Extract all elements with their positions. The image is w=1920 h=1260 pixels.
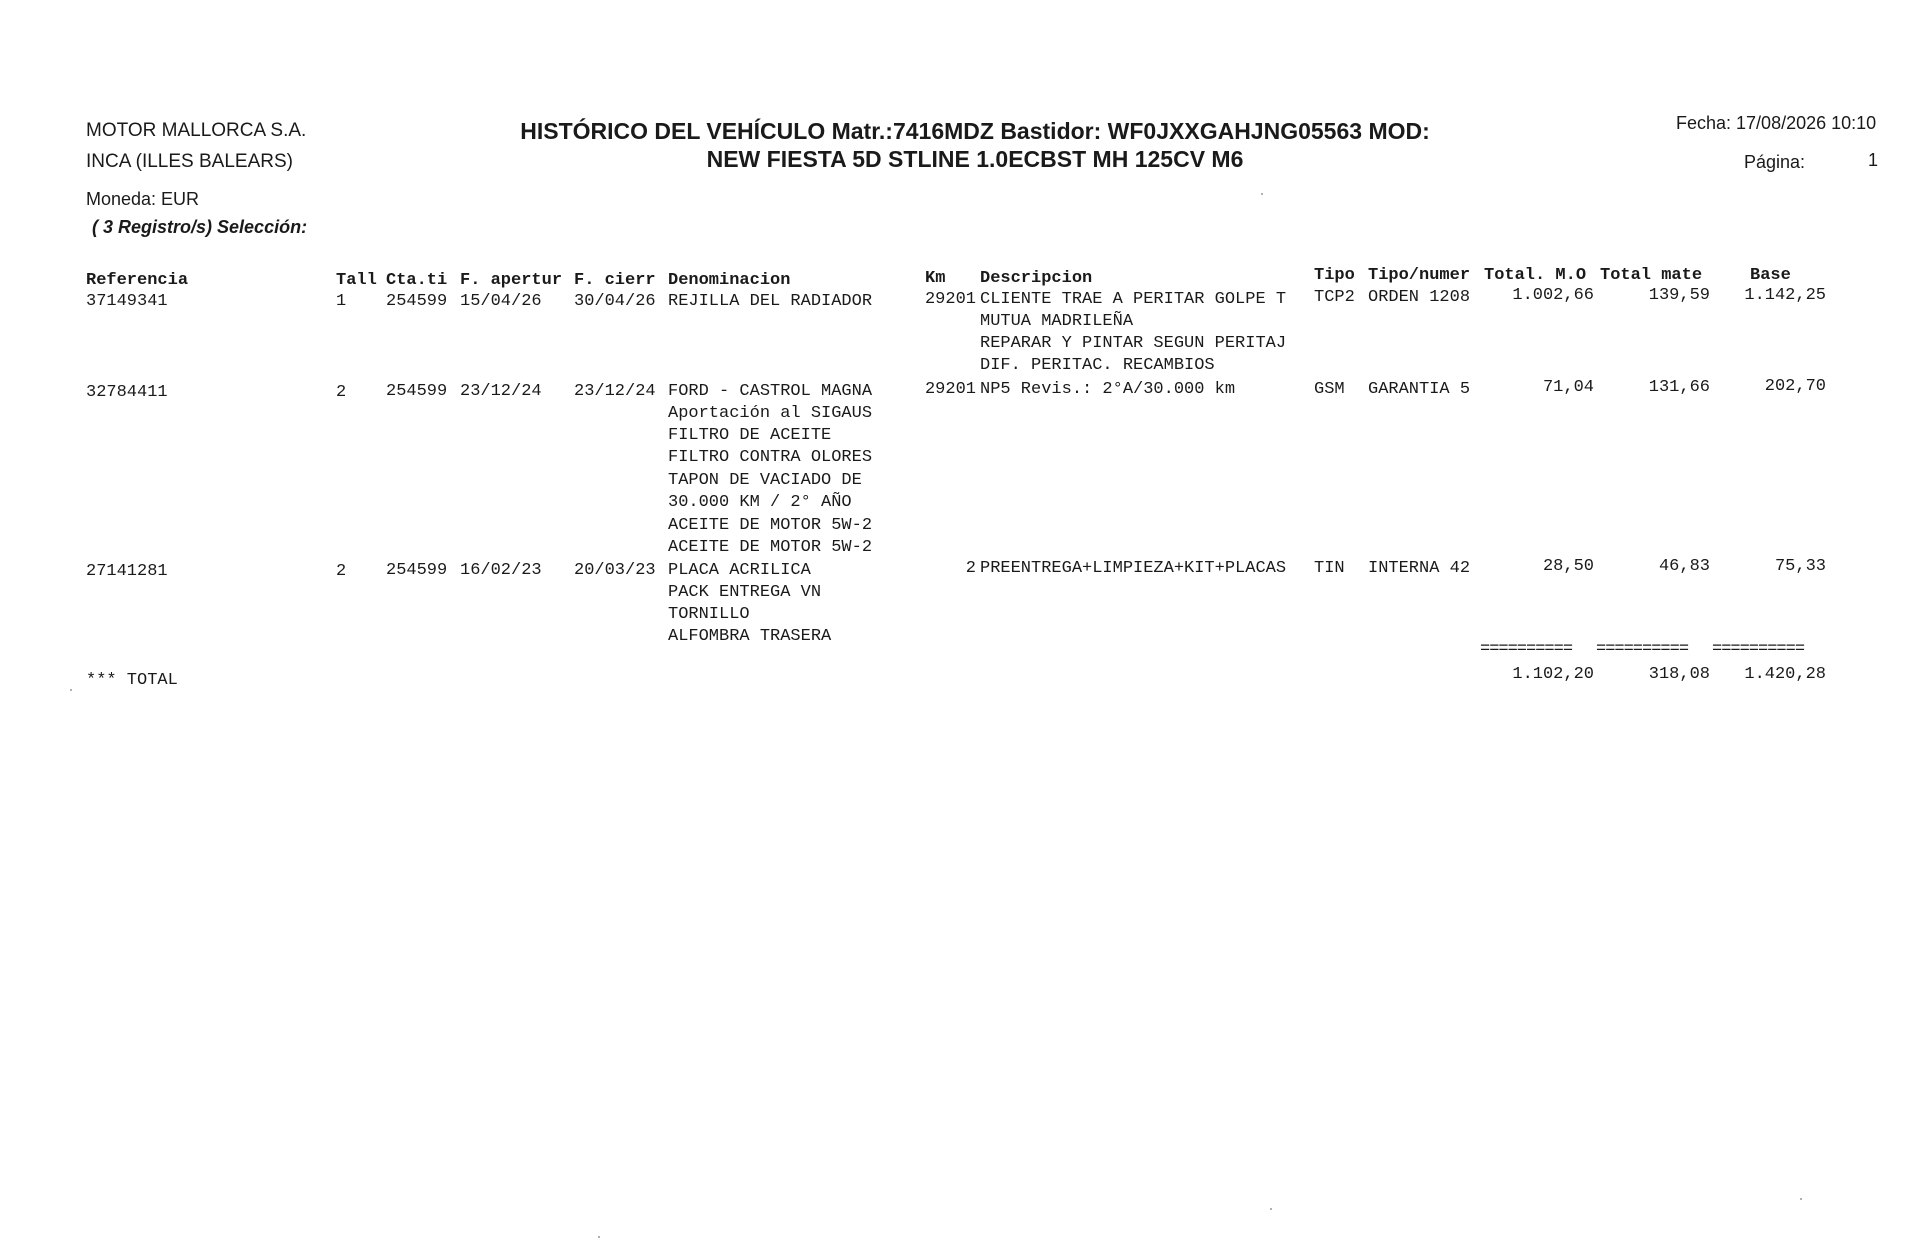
cell-denominacion: PACK ENTREGA VN — [668, 583, 822, 602]
total-mo-value: 1.102,20 — [1512, 665, 1594, 684]
cell-denominacion: FILTRO DE ACEITE — [668, 426, 832, 445]
scan-speck — [1261, 193, 1263, 195]
cell-tipo: TIN — [1314, 559, 1345, 578]
col-tall: Tall — [336, 271, 377, 290]
col-cta: Cta.ti — [386, 271, 448, 290]
col-total-mate: Total mate — [1600, 266, 1703, 285]
cell-tipo-numero: GARANTIA 5 — [1368, 380, 1471, 399]
cell-denominacion: REJILLA DEL RADIADOR — [668, 292, 873, 311]
selection-label: ( 3 Registro/s) Selección: — [92, 217, 308, 237]
cell-denominacion: FILTRO CONTRA OLORES — [668, 448, 873, 467]
page-number: 1 — [1868, 150, 1879, 170]
cell-tall: 2 — [336, 562, 347, 581]
scan-speck — [598, 1236, 600, 1238]
cell-denominacion: TAPON DE VACIADO DE — [668, 471, 862, 490]
cell-descripcion: NP5 Revis.: 2°A/30.000 km — [980, 380, 1236, 399]
cell-tall: 2 — [336, 383, 347, 402]
cell-descripcion: REPARAR Y PINTAR SEGUN PERITAJ — [980, 334, 1287, 353]
cell-f-apertura: 16/02/23 — [460, 561, 542, 580]
cell-descripcion: MUTUA MADRILEÑA — [980, 312, 1134, 331]
col-f-cierre: F. cierr — [574, 271, 656, 290]
cell-f-cierre: 30/04/26 — [574, 292, 656, 311]
cell-denominacion: FORD - CASTROL MAGNA — [668, 382, 873, 401]
col-referencia: Referencia — [86, 271, 189, 290]
total-mate-value: 318,08 — [1648, 665, 1710, 684]
total-mate-separator: ========== — [1596, 640, 1689, 659]
cell-f-apertura: 23/12/24 — [460, 382, 542, 401]
base-total-value: 1.420,28 — [1744, 665, 1826, 684]
cell-km: 29201 — [924, 290, 976, 309]
cell-cta: 254599 — [386, 561, 448, 580]
cell-tipo: GSM — [1314, 380, 1345, 399]
cell-total-mate: 46,83 — [1658, 557, 1710, 576]
cell-referencia: 37149341 — [86, 292, 168, 311]
cell-base: 75,33 — [1774, 557, 1826, 576]
cell-referencia: 32784411 — [86, 383, 168, 402]
cell-cta: 254599 — [386, 292, 448, 311]
cell-denominacion: ACEITE DE MOTOR 5W-2 — [668, 516, 873, 535]
col-f-apertura: F. apertur — [460, 271, 563, 290]
cell-tipo-numero: INTERNA 42 — [1368, 559, 1471, 578]
col-tipo-numero: Tipo/numer — [1368, 266, 1471, 285]
report-date: Fecha: 17/08/2026 10:10 — [1676, 113, 1877, 133]
cell-denominacion: 30.000 KM / 2° AÑO — [668, 493, 852, 512]
cell-descripcion: PREENTREGA+LIMPIEZA+KIT+PLACAS — [980, 559, 1287, 578]
company-location: INCA (ILLES BALEARS) — [86, 151, 293, 172]
cell-tipo: TCP2 — [1314, 288, 1355, 307]
cell-tall: 1 — [336, 292, 347, 311]
report-title-line2: NEW FIESTA 5D STLINE 1.0ECBST MH 125CV M6 — [706, 146, 1244, 172]
cell-total-mate: 139,59 — [1648, 286, 1710, 305]
cell-base: 202,70 — [1764, 377, 1826, 396]
company-name: MOTOR MALLORCA S.A. — [86, 120, 307, 141]
cell-denominacion: ALFOMBRA TRASERA — [668, 627, 832, 646]
col-tipo: Tipo — [1314, 266, 1355, 285]
cell-total-mo: 1.002,66 — [1512, 286, 1594, 305]
cell-base: 1.142,25 — [1744, 286, 1826, 305]
cell-f-cierre: 23/12/24 — [574, 382, 656, 401]
cell-denominacion: ACEITE DE MOTOR 5W-2 — [668, 538, 873, 557]
cell-denominacion: TORNILLO — [668, 605, 750, 624]
col-descripcion: Descripcion — [980, 269, 1093, 288]
cell-referencia: 27141281 — [86, 562, 168, 581]
report-title-line1: HISTÓRICO DEL VEHÍCULO Matr.:7416MDZ Bastidor: WF0JXXGAHJNG05563 MOD: — [520, 118, 1430, 144]
scan-speck — [70, 689, 72, 691]
col-total-mo: Total. M.O — [1484, 266, 1587, 285]
cell-descripcion: CLIENTE TRAE A PERITAR GOLPE T — [980, 290, 1287, 309]
cell-km: 29201 — [924, 380, 976, 399]
col-base: Base — [1750, 266, 1791, 285]
cell-total-mo: 28,50 — [1542, 557, 1594, 576]
cell-denominacion: Aportación al SIGAUS — [668, 404, 873, 423]
base-separator: ========== — [1712, 640, 1805, 659]
total-mo-separator: ========== — [1480, 640, 1573, 659]
cell-f-apertura: 15/04/26 — [460, 292, 542, 311]
cell-total-mo: 71,04 — [1542, 378, 1594, 397]
cell-tipo-numero: ORDEN 1208 — [1368, 288, 1471, 307]
cell-f-cierre: 20/03/23 — [574, 561, 656, 580]
page-label: Página: — [1744, 152, 1806, 172]
cell-descripcion: DIF. PERITAC. RECAMBIOS — [980, 356, 1215, 375]
total-label: *** TOTAL — [86, 671, 178, 690]
scan-speck — [1270, 1208, 1272, 1210]
cell-total-mate: 131,66 — [1648, 378, 1710, 397]
currency-label: Moneda: EUR — [86, 189, 200, 209]
col-km: Km — [925, 269, 946, 288]
cell-km: 2 — [965, 559, 976, 578]
col-denominacion: Denominacion — [668, 271, 791, 290]
cell-denominacion: PLACA ACRILICA — [668, 561, 811, 580]
scan-speck — [1800, 1198, 1802, 1200]
cell-cta: 254599 — [386, 382, 448, 401]
